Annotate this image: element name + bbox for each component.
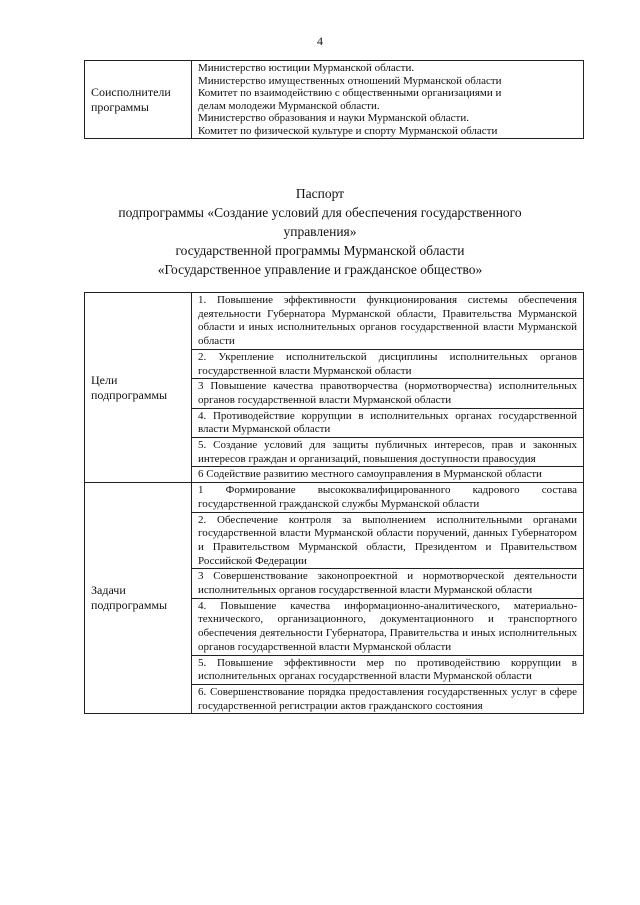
task-text: 6. Совершенствование порядка предоставления государственных услуг в сфере государственной регистрации актов гражданского состояния: [198, 685, 577, 712]
goal-text: 6 Содействие развитию местного самоуправления в Мурманской области: [198, 468, 542, 481]
goals-row: [85, 293, 584, 483]
task-item: [192, 685, 583, 713]
goal-item: [192, 438, 583, 467]
task-text: 1 Формирование высококвалифицированного кадрового состава государственной гражданской службы Мурманской области: [198, 484, 577, 510]
passport-heading: [0, 184, 640, 279]
passport-subtitle-line: подпрограммы «Создание условий для обеспечения государственного: [118, 205, 522, 220]
page-number: 4: [317, 34, 323, 48]
coexecutor-item: Министерство образования и науки Мурманской области.: [198, 112, 469, 124]
coexecutors-label-line: Соисполнители: [91, 84, 171, 99]
goal-text: 3 Повышение качества правотворчества (нормотворчества) исполнительных органов государственной власти Мурманской области: [198, 380, 577, 406]
goal-item: [192, 293, 583, 350]
goal-text: 4. Противодействие коррупции в исполнительных органах государственной власти Мурманской области: [198, 409, 577, 436]
coexecutors-row: [85, 61, 584, 139]
passport-title: Паспорт: [295, 186, 345, 201]
goal-item: [192, 379, 583, 408]
goals-list: [192, 293, 584, 483]
tasks-label-line: Задачи: [91, 583, 126, 598]
goal-item: [192, 350, 583, 379]
task-item: [192, 599, 583, 656]
task-item: [192, 656, 583, 685]
coexecutor-item: Министерство имущественных отношений Мурманской области: [198, 74, 502, 87]
task-text: 3 Совершенствование законопроектной и нормотворческой деятельности исполнительных органов государственной власти Мурманской области: [198, 570, 577, 597]
goals-label-line: Цели: [91, 372, 118, 387]
goal-text: 2. Укрепление исполнительской дисциплины исполнительных органов государственной власти Мурманской области: [198, 350, 577, 377]
passport-table: [84, 292, 584, 714]
tasks-row: [85, 483, 584, 714]
task-text: 4. Повышение качества информационно-аналитического, материально-технического, организационного, документационного и транспортного обеспечения деятельности Губернатора, Правительства и иных исполнительных органов государственной власти Мурманской области: [198, 599, 577, 653]
coexecutor-item: Министерство юстиции Мурманской области.: [198, 62, 415, 74]
goals-label: [85, 293, 192, 483]
tasks-list: [192, 483, 584, 714]
tasks-label: [85, 483, 192, 714]
goal-item: [192, 409, 583, 438]
goal-item: [192, 467, 583, 482]
passport-subtitle-line: управления»: [283, 224, 357, 239]
goal-text: 1. Повышение эффективности функционирования системы обеспечения деятельности Губернатора Мурманской области, Правительства Мурманской области и иных исполнительных органов государственной власти Мурманской области: [198, 294, 577, 348]
coexecutor-item: делам молодежи Мурманской области.: [198, 99, 380, 112]
task-item: [192, 483, 583, 512]
task-text: 2. Обеспечение контроля за выполнением исполнительными органами государственной власти Мурманской области поручений, данных Губернатором и Правительством Мурманской области, Президентом и Правительством Российской Федерации: [198, 513, 577, 567]
goal-text: 5. Создание условий для защиты публичных интересов, прав и законных интересов граждан и организаций, повышения доступности правосудия: [198, 439, 577, 465]
coexecutors-list: [192, 61, 584, 139]
task-item: [192, 569, 583, 598]
coexecutors-table: [84, 60, 584, 139]
passport-subtitle-line: государственной программы Мурманской области: [175, 243, 465, 258]
task-item: [192, 513, 583, 570]
coexecutor-item: Комитет по взаимодействию с общественными организациями и: [198, 87, 502, 99]
coexecutors-label-line: программы: [91, 99, 149, 114]
coexecutors-label: [85, 61, 192, 139]
goals-label-line: подпрограммы: [91, 387, 168, 402]
passport-subtitle-line: «Государственное управление и гражданское общество»: [157, 262, 483, 277]
coexecutor-item: Комитет по физической культуре и спорту Мурманской области: [198, 124, 498, 137]
tasks-label-line: подпрограммы: [91, 598, 168, 613]
task-text: 5. Повышение эффективности мер по противодействию коррупции в исполнительных органах государственной власти Мурманской области: [198, 656, 577, 683]
